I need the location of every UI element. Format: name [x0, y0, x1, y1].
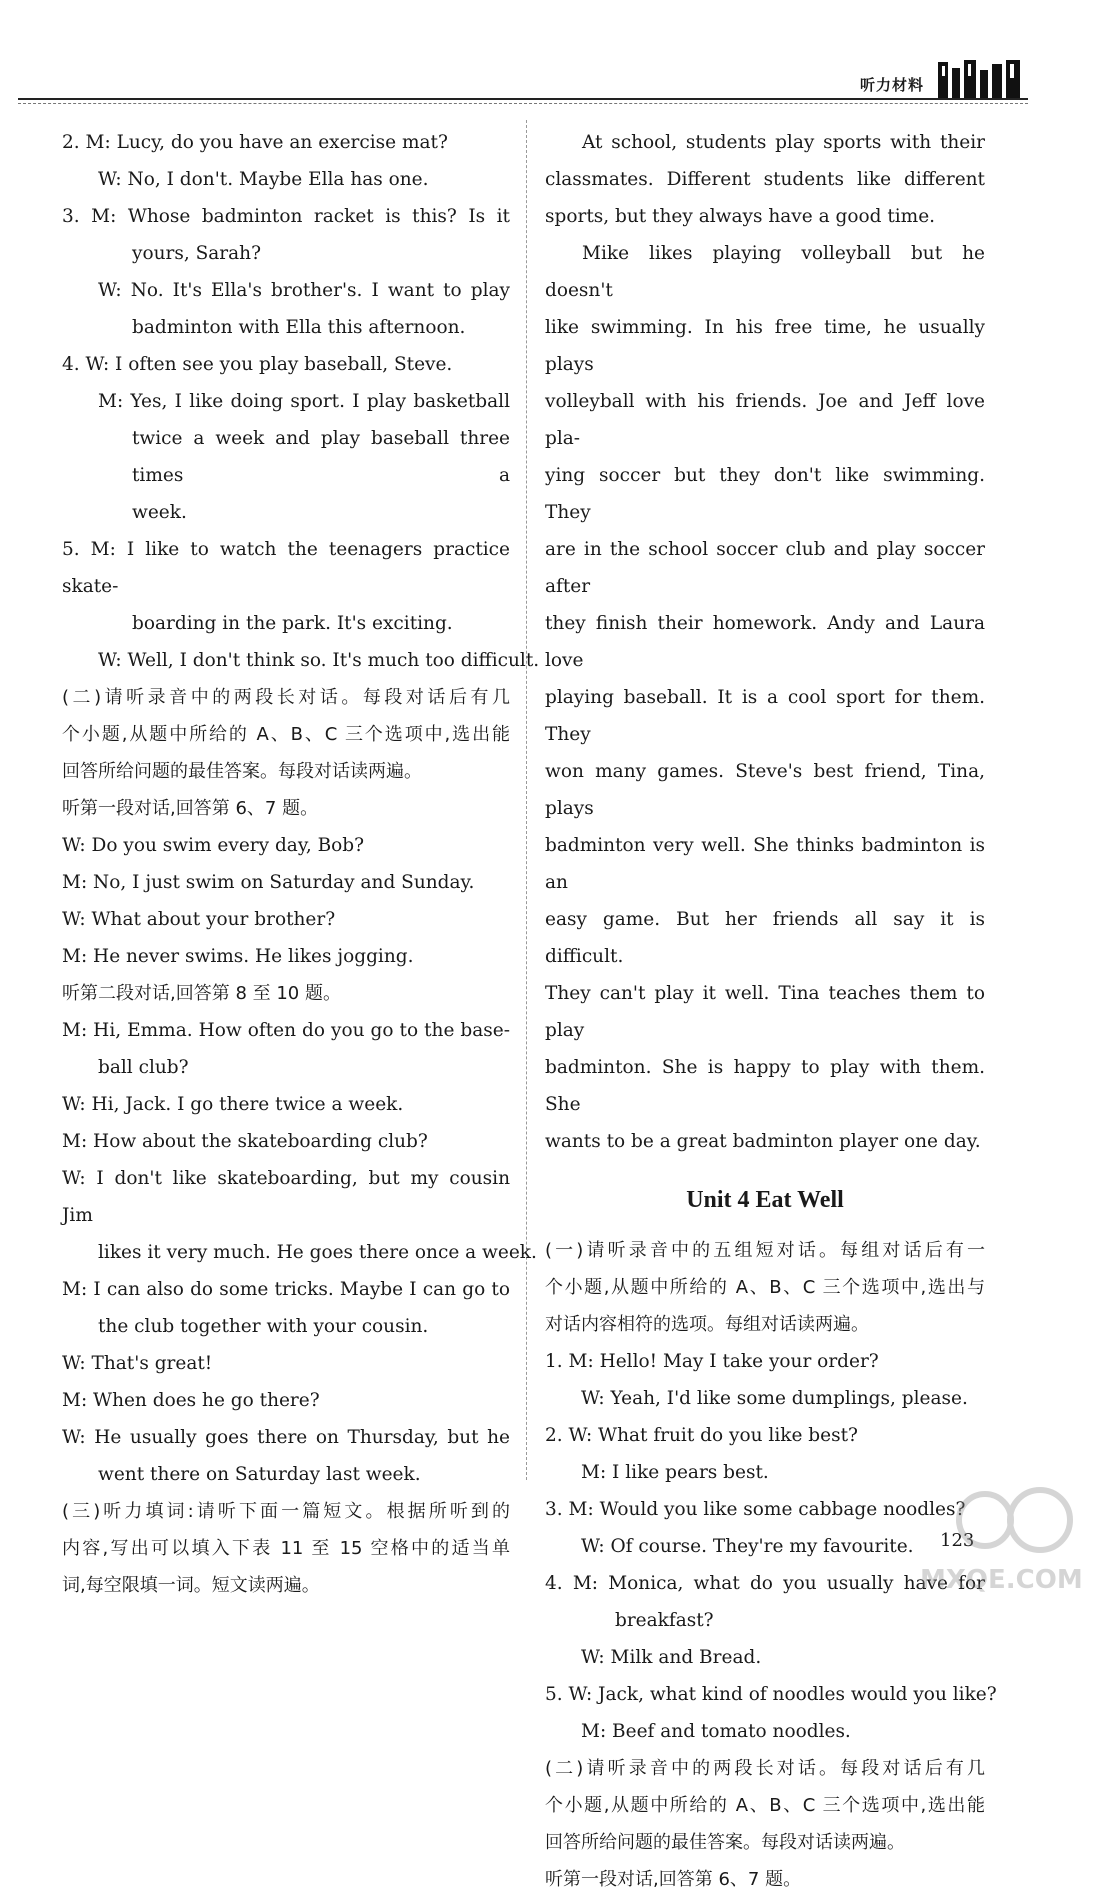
left-column — [62, 124, 540, 1604]
right-column — [545, 124, 997, 1898]
left-column-line: W: Well, I don't think so. It's much too difficult. — [98, 650, 540, 671]
left-column-line: W: No, I don't. Maybe Ella has one. — [98, 169, 429, 190]
left-column-line: 5. M: I like to watch the teenagers practice skate- — [62, 539, 510, 597]
passage-line: Mike likes playing volleyball but he doesn't — [545, 243, 985, 301]
left-column-line: badminton with Ella this afternoon. — [132, 317, 466, 338]
unit4-line: 个小题,从题中所给的 A、B、C 三个选项中,选出能 — [545, 1795, 985, 1816]
left-column-line: went there on Saturday last week. — [98, 1464, 421, 1485]
passage-line: they finish their homework. Andy and Laura love — [545, 613, 985, 671]
left-column-line: 4. W: I often see you play baseball, Steve. — [62, 354, 453, 375]
passage-line: like swimming. In his free time, he usually plays — [545, 317, 985, 375]
left-column-line: W: That's great! — [62, 1353, 213, 1374]
header-decoration-icon — [936, 58, 1026, 102]
unit4-line: 3. M: Would you like some cabbage noodles? — [545, 1499, 966, 1520]
unit4-line: (一)请听录音中的五组短对话。每组对话后有一 — [545, 1240, 985, 1261]
left-column-line: likes it very much. He goes there once a week. — [98, 1242, 537, 1263]
left-column-line: W: No. It's Ella's brother's. I want to play — [98, 280, 510, 301]
left-column-line: W: He usually goes there on Thursday, but he — [62, 1427, 510, 1448]
page-number: 123 — [940, 1530, 975, 1551]
unit4-line: (二)请听录音中的两段长对话。每段对话后有几 — [545, 1758, 985, 1779]
left-column-line: (二)请听录音中的两段长对话。每段对话后有几 — [62, 687, 510, 708]
watermark-logo — [890, 1480, 1090, 1600]
left-column-line: yours, Sarah? — [132, 243, 262, 264]
left-column-line: week. — [132, 502, 187, 523]
unit4-line: 对话内容相符的选项。每组对话读两遍。 — [545, 1314, 869, 1335]
unit4-line: 4. M: Monica, what do you usually have for — [545, 1573, 985, 1594]
left-column-line: M: When does he go there? — [62, 1390, 320, 1411]
left-column-line: W: What about your brother? — [62, 909, 336, 930]
left-column-line: 听第一段对话,回答第 6、7 题。 — [62, 798, 319, 819]
passage-line: volleyball with his friends. Joe and Jeff love pla- — [545, 391, 985, 449]
left-column-line: M: Yes, I like doing sport. I play basketball — [98, 391, 510, 412]
left-column-line: M: He never swims. He likes jogging. — [62, 946, 414, 967]
left-column-line: 内容,写出可以填入下表 11 至 15 空格中的适当单 — [62, 1538, 510, 1559]
unit4-line: W: Milk and Bread. — [581, 1647, 762, 1668]
passage-line: classmates. Different students like different — [545, 169, 985, 190]
page-header — [0, 0, 1094, 110]
unit4-line: W: Yeah, I'd like some dumplings, please. — [581, 1388, 968, 1409]
unit4-line: 2. W: What fruit do you like best? — [545, 1425, 858, 1446]
passage-line: They can't play it well. Tina teaches them to play — [545, 983, 985, 1041]
unit4-line: 个小题,从题中所给的 A、B、C 三个选项中,选出与 — [545, 1277, 985, 1298]
passage-line: At school, students play sports with their — [582, 132, 985, 153]
left-column-line: M: I can also do some tricks. Maybe I can go to — [62, 1279, 510, 1300]
left-column-line: 2. M: Lucy, do you have an exercise mat? — [62, 132, 448, 153]
passage-line: badminton. She is happy to play with them. She — [545, 1057, 985, 1115]
unit4-line: 回答所给问题的最佳答案。每段对话读两遍。 — [545, 1832, 905, 1853]
left-column-line: W: I don't like skateboarding, but my cousin Jim — [62, 1168, 510, 1226]
left-column-line: M: Hi, Emma. How often do you go to the base- — [62, 1020, 510, 1041]
left-column-line: W: Do you swim every day, Bob? — [62, 835, 365, 856]
passage-line: ying soccer but they don't like swimming. They — [545, 465, 985, 523]
passage-line: wants to be a great badminton player one day. — [545, 1131, 981, 1152]
unit4-line: breakfast? — [615, 1610, 714, 1631]
unit4-line: M: I like pears best. — [581, 1462, 769, 1483]
reading-passage — [545, 124, 985, 1160]
left-column-line: 回答所给问题的最佳答案。每段对话读两遍。 — [62, 761, 422, 782]
passage-line: won many games. Steve's best friend, Tina, plays — [545, 761, 985, 819]
left-column-line: boarding in the park. It's exciting. — [132, 613, 453, 634]
left-column-line: 个小题,从题中所给的 A、B、C 三个选项中,选出能 — [62, 724, 510, 745]
passage-line: are in the school soccer club and play soccer after — [545, 539, 985, 597]
unit4-line: 1. M: Hello! May I take your order? — [545, 1351, 879, 1372]
unit4-line: 5. W: Jack, what kind of noodles would you like? — [545, 1684, 997, 1705]
left-column-line: M: How about the skateboarding club? — [62, 1131, 428, 1152]
left-column-line: 听第二段对话,回答第 8 至 10 题。 — [62, 983, 341, 1004]
unit4-line: 听第一段对话,回答第 6、7 题。 — [545, 1869, 802, 1890]
passage-line: easy game. But her friends all say it is difficult. — [545, 909, 985, 967]
left-column-line: 3. M: Whose badminton racket is this? Is it — [62, 206, 510, 227]
unit-title: Unit 4 Eat Well — [686, 1187, 844, 1213]
section-title: 听力材料 — [859, 76, 924, 94]
left-column-line: the club together with your cousin. — [98, 1316, 429, 1337]
passage-line: badminton very well. She thinks badminton is an — [545, 835, 985, 893]
header-rule — [18, 98, 1028, 100]
unit4-line: W: Of course. They're my favourite. — [581, 1536, 914, 1557]
passage-line: playing baseball. It is a cool sport for them. They — [545, 687, 985, 745]
left-column-line: (三)听力填词:请听下面一篇短文。根据所听到的 — [62, 1501, 510, 1522]
left-column-line: twice a week and play baseball three times a — [132, 428, 510, 486]
left-column-line: W: Hi, Jack. I go there twice a week. — [62, 1094, 404, 1115]
left-column-line: 词,每空限填一词。短文读两遍。 — [62, 1575, 320, 1596]
passage-line: sports, but they always have a good time. — [545, 206, 936, 227]
left-column-line: M: No, I just swim on Saturday and Sunday. — [62, 872, 475, 893]
header-dashed-rule — [18, 103, 1028, 104]
left-column-line: ball club? — [98, 1057, 189, 1078]
unit4-line: M: Beef and tomato noodles. — [581, 1721, 851, 1742]
watermark-text: MXQE.COM — [920, 1565, 1083, 1595]
column-divider — [526, 120, 527, 1480]
